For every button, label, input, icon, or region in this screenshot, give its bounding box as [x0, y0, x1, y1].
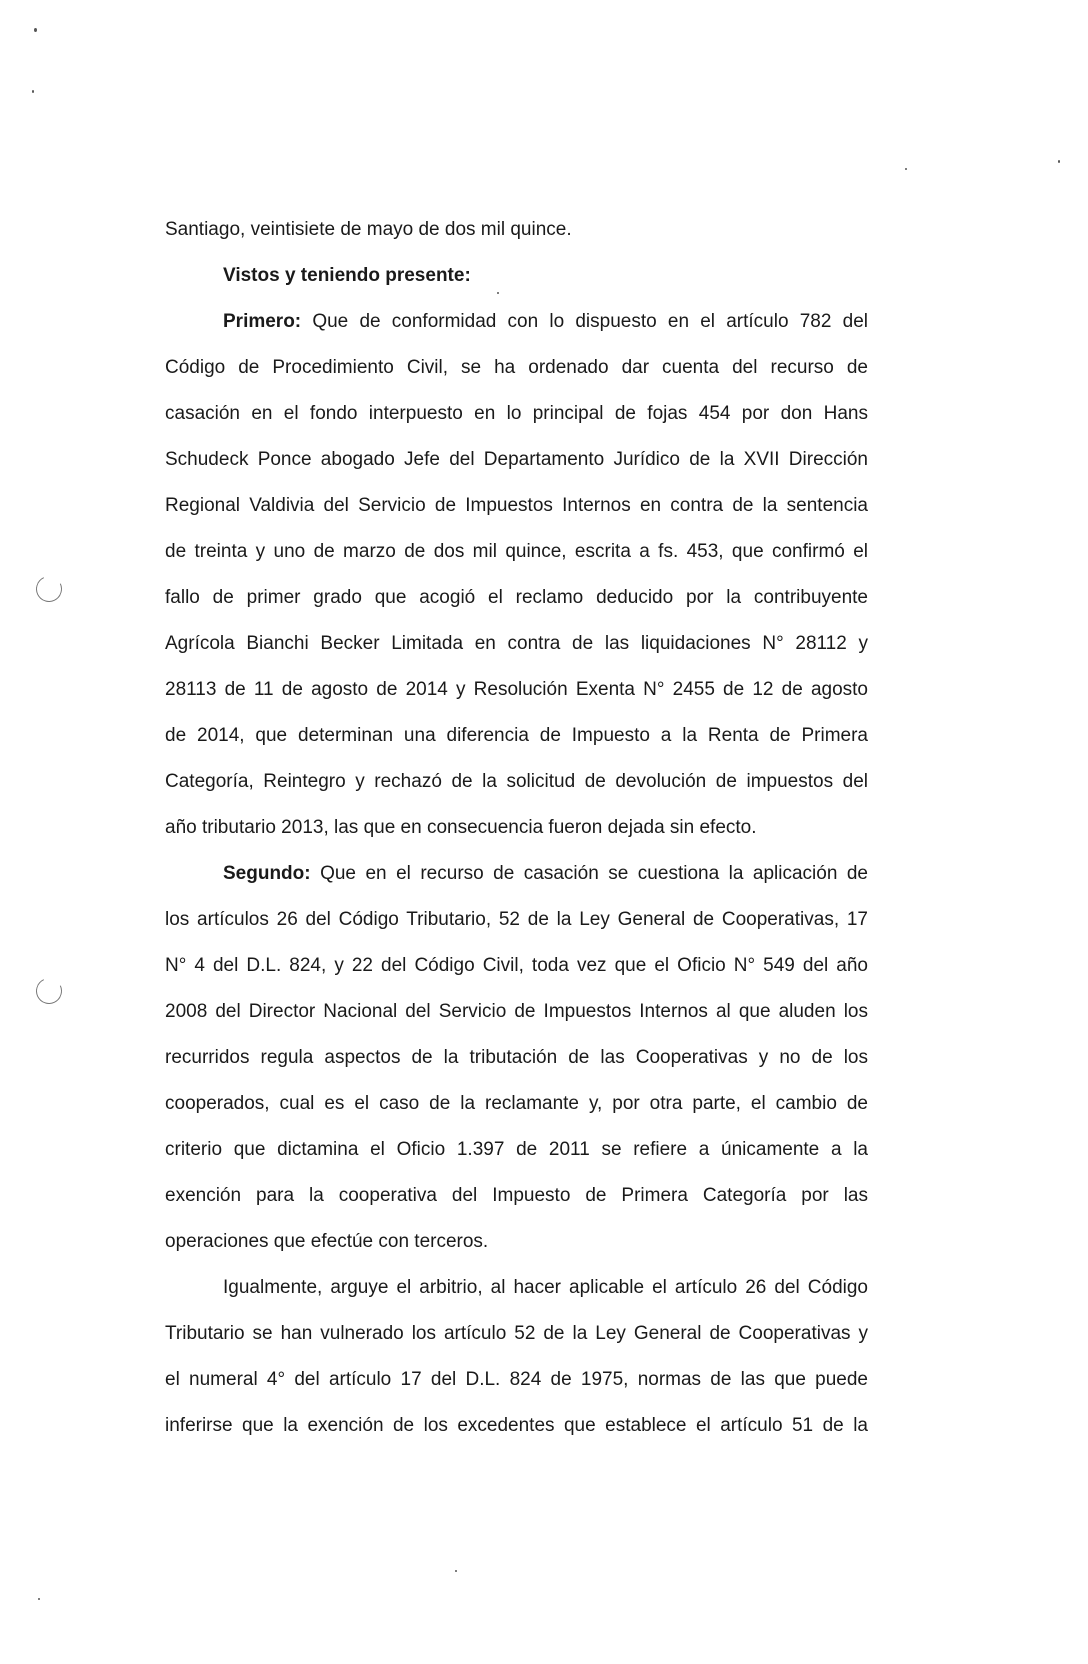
scan-speck — [38, 1598, 40, 1600]
paragraph-line: Tributario se han vulnerado los artículo 52 de la Ley General de Cooperativas y — [165, 1323, 868, 1344]
heading: Vistos y teniendo presente: — [223, 265, 471, 286]
paragraph-text: Que de conformidad con lo dispuesto en el artículo 782 del — [301, 311, 868, 332]
paragraph-line: el numeral 4° del artículo 17 del D.L. 824 de 1975, normas de las que puede — [165, 1369, 868, 1390]
scan-speck — [905, 168, 907, 170]
date-line: Santiago, veintisiete de mayo de dos mil quince. — [165, 219, 572, 240]
paragraph-line: de 2014, que determinan una diferencia de Impuesto a la Renta de Primera — [165, 725, 868, 746]
paragraph-line: 28113 de 11 de agosto de 2014 y Resolución Exenta N° 2455 de 12 de agosto — [165, 679, 868, 700]
paragraph-line: Código de Procedimiento Civil, se ha ordenado dar cuenta del recurso de — [165, 357, 868, 378]
paragraph-line: los artículos 26 del Código Tributario, 52 de la Ley General de Cooperativas, 17 — [165, 909, 868, 930]
paragraph-line: Igualmente, arguye el arbitrio, al hacer aplicable el artículo 26 del Código — [223, 1277, 868, 1298]
paragraph-label: Primero: — [223, 311, 302, 332]
scan-speck — [1058, 160, 1060, 163]
paragraph-line: fallo de primer grado que acogió el reclamo deducido por la contribuyente — [165, 587, 868, 608]
paragraph-line: recurridos regula aspectos de la tributación de las Cooperativas y no de los — [165, 1047, 868, 1068]
paragraph-label: Segundo: — [223, 863, 311, 884]
paragraph-text: Que en el recurso de casación se cuestiona la aplicación de — [310, 863, 868, 884]
scan-speck — [497, 292, 499, 294]
paragraph-line: exención para la cooperativa del Impuesto de Primera Categoría por las — [165, 1185, 868, 1206]
paragraph-line: N° 4 del D.L. 824, y 22 del Código Civil, toda vez que el Oficio N° 549 del año — [165, 955, 868, 976]
punch-hole-icon — [32, 572, 65, 605]
paragraph-line — [165, 862, 868, 886]
paragraph-line: Agrícola Bianchi Becker Limitada en contra de las liquidaciones N° 28112 y — [165, 633, 868, 654]
paragraph-line: operaciones que efectúe con terceros. — [165, 1231, 489, 1252]
paragraph-line: cooperados, cual es el caso de la reclamante y, por otra parte, el cambio de — [165, 1093, 868, 1114]
scan-speck — [32, 90, 34, 93]
paragraph-line: criterio que dictamina el Oficio 1.397 de 2011 se refiere a únicamente a la — [165, 1139, 868, 1160]
punch-hole-icon — [32, 974, 65, 1007]
paragraph-line: casación en el fondo interpuesto en lo principal de fojas 454 por don Hans — [165, 403, 868, 424]
paragraph-line: año tributario 2013, las que en consecuencia fueron dejada sin efecto. — [165, 817, 757, 838]
paragraph-line: de treinta y uno de marzo de dos mil quince, escrita a fs. 453, que confirmó el — [165, 541, 868, 562]
scan-speck — [455, 1570, 457, 1572]
paragraph-line: Categoría, Reintegro y rechazó de la solicitud de devolución de impuestos del — [165, 771, 868, 792]
paragraph-line: Regional Valdivia del Servicio de Impuestos Internos en contra de la sentencia — [165, 495, 868, 516]
scan-speck — [34, 28, 37, 32]
paragraph-line: Schudeck Ponce abogado Jefe del Departamento Jurídico de la XVII Dirección — [165, 449, 868, 470]
paragraph-line: 2008 del Director Nacional del Servicio de Impuestos Internos al que aluden los — [165, 1001, 868, 1022]
paragraph-line: inferirse que la exención de los excedentes que establece el artículo 51 de la — [165, 1415, 868, 1436]
paragraph-line — [165, 310, 868, 334]
